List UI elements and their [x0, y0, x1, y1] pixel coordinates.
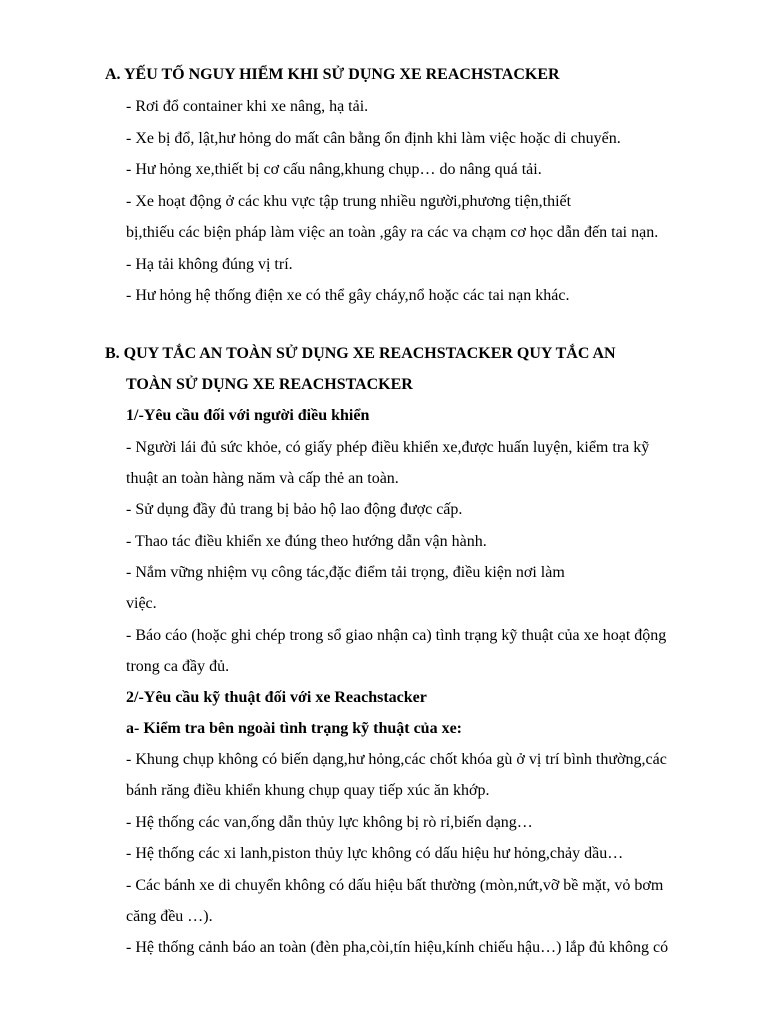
section-b-heading-cont: TOÀN SỬ DỤNG XE REACHSTACKER — [126, 376, 413, 393]
section-a-line: - Xe bị đổ, lật,hư hỏng do mất cân bằng ổn định khi làm việc hoặc di chuyển. — [126, 130, 621, 147]
subsection-2a-heading: a- Kiểm tra bên ngoài tình trạng kỹ thuật của xe: — [126, 720, 462, 737]
section-a-line: - Hư hỏng xe,thiết bị cơ cấu nâng,khung chụp… do nâng quá tải. — [126, 161, 542, 178]
subsection-1-line: - Sử dụng đầy đủ trang bị bảo hộ lao động được cấp. — [126, 501, 463, 518]
subsection-2-heading: 2/-Yêu cầu kỹ thuật đối với xe Reachstacker — [126, 689, 427, 706]
subsection-1-line: - Báo cáo (hoặc ghi chép trong sổ giao nhận ca) tình trạng kỹ thuật của xe hoạt động — [126, 627, 667, 644]
section-a-line: bị,thiếu các biện pháp làm việc an toàn ,gây ra các va chạm cơ học dẫn đến tai nạn. — [126, 224, 659, 241]
subsection-2-line: - Khung chụp không có biến dạng,hư hỏng,các chốt khóa gù ở vị trí bình thường,các — [126, 751, 667, 768]
subsection-1-line: thuật an toàn hàng năm và cấp thẻ an toàn. — [126, 470, 399, 487]
section-a-line: - Rơi đổ container khi xe nâng, hạ tải. — [126, 98, 369, 115]
subsection-1-line: - Thao tác điều khiển xe đúng theo hướng dẫn vận hành. — [126, 533, 487, 550]
section-a-line: - Xe hoạt động ở các khu vực tập trung nhiều người,phương tiện,thiết — [126, 193, 572, 210]
subsection-2-line: - Hệ thống các xi lanh,piston thủy lực không có dấu hiệu hư hỏng,chảy dầu… — [126, 845, 624, 862]
subsection-2-line: - Các bánh xe di chuyển không có dấu hiệu bất thường (mòn,nứt,vỡ bề mặt, vỏ bơm — [126, 877, 664, 894]
subsection-1-line: trong ca đầy đủ. — [126, 658, 230, 675]
subsection-2-line: - Hệ thống các van,ống dẫn thủy lực không bị rò rỉ,biến dạng… — [126, 814, 533, 831]
subsection-1-line: - Người lái đủ sức khỏe, có giấy phép điều khiển xe,được huấn luyện, kiểm tra kỹ — [126, 439, 650, 456]
section-a-heading: A. YẾU TỐ NGUY HIỂM KHI SỬ DỤNG XE REACHSTACKER — [105, 66, 560, 83]
subsection-1-heading: 1/-Yêu cầu đối với người điều khiển — [126, 407, 370, 424]
subsection-2-line: - Hệ thống cảnh báo an toàn (đèn pha,còi,tín hiệu,kính chiếu hậu…) lắp đủ không có — [126, 939, 669, 956]
subsection-2-line: căng đều …). — [126, 908, 213, 925]
subsection-1-line: việc. — [126, 595, 157, 612]
section-b-heading: B. QUY TẮC AN TOÀN SỬ DỤNG XE REACHSTACKER QUY TẮC AN — [105, 345, 616, 362]
subsection-2-line: bánh răng điều khiển khung chụp quay tiếp xúc ăn khớp. — [126, 782, 490, 799]
subsection-1-line: - Nắm vững nhiệm vụ công tác,đặc điểm tải trọng, điều kiện nơi làm — [126, 564, 565, 581]
section-a-line: - Hư hỏng hệ thống điện xe có thể gây cháy,nổ hoặc các tai nạn khác. — [126, 287, 570, 304]
section-a-line: - Hạ tải không đúng vị trí. — [126, 256, 293, 273]
